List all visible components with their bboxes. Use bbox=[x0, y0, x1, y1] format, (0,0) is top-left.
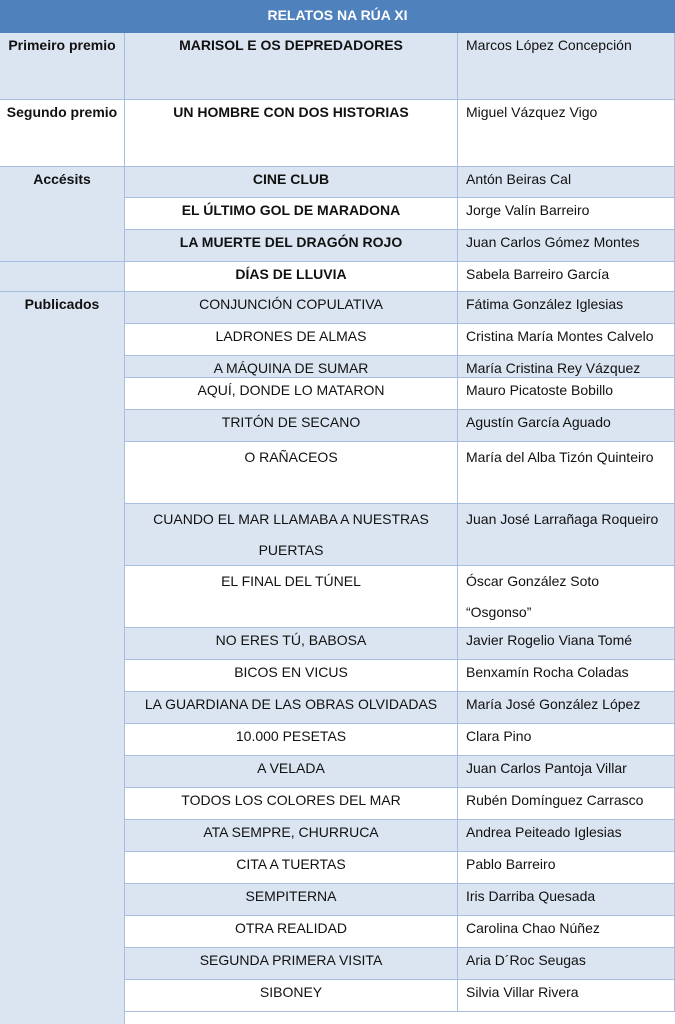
publicado-author: Silvia Villar Rivera bbox=[458, 980, 675, 1012]
publicado-author: Óscar González Soto “Osgonso” bbox=[458, 566, 675, 628]
publicado-title: EL FINAL DEL TÚNEL bbox=[125, 566, 458, 628]
publicado-author: Juan Carlos Pantoja Villar bbox=[458, 756, 675, 788]
publicado-author: Carolina Chao Núñez bbox=[458, 916, 675, 948]
publicado-author: María José González López bbox=[458, 692, 675, 724]
publicado-author: Juan José Larrañaga Roqueiro bbox=[458, 504, 675, 566]
publicado-title: NO ERES TÚ, BABOSA bbox=[125, 628, 458, 660]
publicado-author: Iris Darriba Quesada bbox=[458, 884, 675, 916]
accesits-label: Accésits bbox=[0, 167, 125, 262]
publicado-author: Cristina María Montes Calvelo bbox=[458, 324, 675, 356]
publicado-title: CONJUNCIÓN COPULATIVA bbox=[125, 292, 458, 324]
accesit-author: Antón Beiras Cal bbox=[458, 167, 675, 198]
accesit-title: LA MUERTE DEL DRAGÓN ROJO bbox=[125, 230, 458, 262]
primeiro-author: Marcos López Concepción bbox=[458, 33, 675, 100]
accesit-title: EL ÚLTIMO GOL DE MARADONA bbox=[125, 198, 458, 230]
publicado-author: Pablo Barreiro bbox=[458, 852, 675, 884]
publicado-author: María del Alba Tizón Quinteiro bbox=[458, 442, 675, 504]
primeiro-title: MARISOL E OS DEPREDADORES bbox=[125, 33, 458, 100]
publicado-author: María Cristina Rey Vázquez bbox=[458, 356, 675, 378]
publicado-author: Mauro Picatoste Bobillo bbox=[458, 378, 675, 410]
accesit-author: Sabela Barreiro García bbox=[458, 262, 675, 292]
publicado-author: Benxamín Rocha Coladas bbox=[458, 660, 675, 692]
publicado-author: Rubén Domínguez Carrasco bbox=[458, 788, 675, 820]
publicado-title: SEGUNDA PRIMERA VISITA bbox=[125, 948, 458, 980]
publicado-author: Agustín García Aguado bbox=[458, 410, 675, 442]
publicado-title: CITA A TUERTAS bbox=[125, 852, 458, 884]
publicado-title: TRITÓN DE SECANO bbox=[125, 410, 458, 442]
publicado-title: LADRONES DE ALMAS bbox=[125, 324, 458, 356]
publicado-title: 10.000 PESETAS bbox=[125, 724, 458, 756]
accesit-author: Juan Carlos Gómez Montes bbox=[458, 230, 675, 262]
publicado-title: ATA SEMPRE, CHURRUCA bbox=[125, 820, 458, 852]
publicado-title: BICOS EN VICUS bbox=[125, 660, 458, 692]
publicado-title: OTRA REALIDAD bbox=[125, 916, 458, 948]
publicado-author: Fátima González Iglesias bbox=[458, 292, 675, 324]
publicado-title: SIBONEY bbox=[125, 980, 458, 1012]
table-title: RELATOS NA RÚA XI bbox=[0, 0, 675, 33]
publicados-label: Publicados bbox=[0, 292, 125, 1024]
publicado-author: Javier Rogelio Viana Tomé bbox=[458, 628, 675, 660]
publicado-author: Andrea Peiteado Iglesias bbox=[458, 820, 675, 852]
accesit-title: CINE CLUB bbox=[125, 167, 458, 198]
primeiro-label: Primeiro premio bbox=[0, 33, 125, 100]
publicado-title: SEMPITERNA bbox=[125, 884, 458, 916]
publicado-title: CUANDO EL MAR LLAMABA A NUESTRAS PUERTAS bbox=[125, 504, 458, 566]
publicado-title: O RAÑACEOS bbox=[125, 442, 458, 504]
publicado-title: A VELADA bbox=[125, 756, 458, 788]
accesit-title: DÍAS DE LLUVIA bbox=[125, 262, 458, 292]
publicado-author: Aria D´Roc Seugas bbox=[458, 948, 675, 980]
empty-label-cell bbox=[0, 262, 125, 292]
publicado-title: LA GUARDIANA DE LAS OBRAS OLVIDADAS bbox=[125, 692, 458, 724]
publicado-title: TODOS LOS COLORES DEL MAR bbox=[125, 788, 458, 820]
publicado-author: Clara Pino bbox=[458, 724, 675, 756]
segundo-title: UN HOMBRE CON DOS HISTORIAS bbox=[125, 100, 458, 167]
accesit-author: Jorge Valín Barreiro bbox=[458, 198, 675, 230]
publicado-title: A MÁQUINA DE SUMAR bbox=[125, 356, 458, 378]
segundo-author: Miguel Vázquez Vigo bbox=[458, 100, 675, 167]
publicado-title: AQUÍ, DONDE LO MATARON bbox=[125, 378, 458, 410]
segundo-label: Segundo premio bbox=[0, 100, 125, 167]
